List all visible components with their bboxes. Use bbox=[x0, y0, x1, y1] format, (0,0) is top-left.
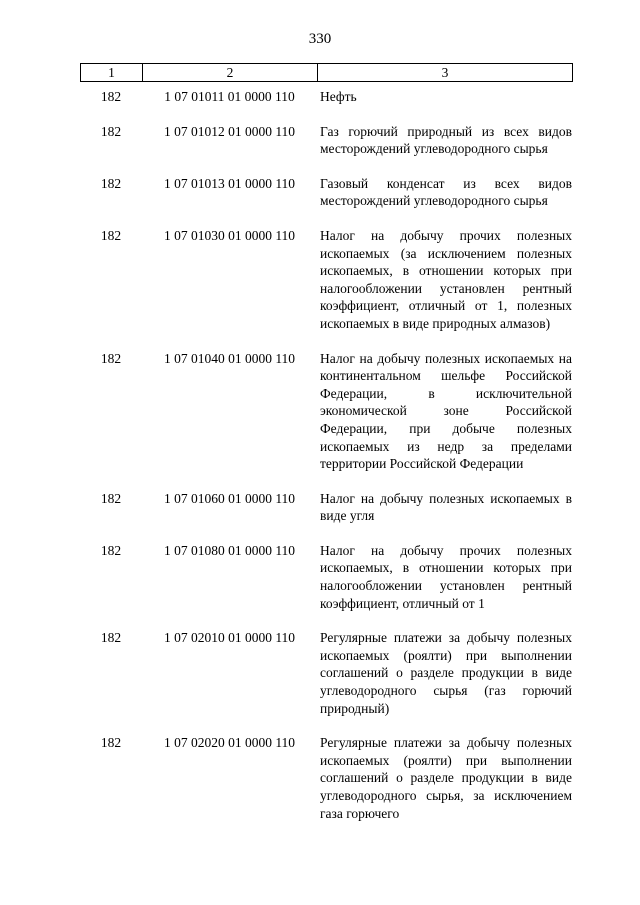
table-row bbox=[80, 88, 572, 106]
admin-code-cell: 182 bbox=[100, 735, 122, 751]
column-header-row bbox=[81, 64, 573, 82]
table-row bbox=[80, 175, 572, 210]
column-header-2: 2 bbox=[143, 64, 318, 82]
table-row bbox=[80, 227, 572, 333]
classification-table-body bbox=[80, 88, 572, 839]
table-row bbox=[80, 734, 572, 822]
admin-code-cell: 182 bbox=[100, 542, 122, 558]
revenue-name-cell: Регулярные платежи за добычу полезных ископаемых (роялти) при выполнении соглашений о разделе продукции в виде углеводородного сырья, за исключением газа горючего bbox=[320, 735, 572, 821]
revenue-name-cell: Газовый конденсат из всех видов месторождений углеводородного сырья bbox=[320, 175, 572, 209]
revenue-name-cell: Налог на добычу полезных ископаемых в виде угля bbox=[320, 490, 572, 524]
admin-code-cell: 182 bbox=[100, 89, 122, 104]
column-header-3: 3 bbox=[318, 64, 573, 82]
budget-code-cell: 1 07 01013 01 0000 110 bbox=[163, 175, 296, 191]
table-row bbox=[80, 629, 572, 717]
budget-code-cell: 1 07 02010 01 0000 110 bbox=[163, 630, 296, 646]
revenue-name-cell: Нефть bbox=[320, 89, 357, 104]
page-number: 330 bbox=[308, 31, 332, 47]
table-row bbox=[80, 123, 572, 158]
table-row bbox=[80, 350, 572, 473]
admin-code-cell: 182 bbox=[100, 490, 122, 506]
budget-code-cell: 1 07 02020 01 0000 110 bbox=[163, 735, 296, 751]
admin-code-cell: 182 bbox=[100, 227, 122, 243]
admin-code-cell: 182 bbox=[100, 175, 122, 191]
revenue-name-cell: Налог на добычу прочих полезных ископаемых, в отношении которых при налогообложении установлен рентный коэффициент, отличный от 1 bbox=[320, 542, 572, 611]
budget-code-cell: 1 07 01030 01 0000 110 bbox=[163, 227, 296, 243]
column-header-table bbox=[80, 63, 573, 82]
admin-code-cell: 182 bbox=[100, 350, 122, 366]
admin-code-cell: 182 bbox=[100, 630, 122, 646]
table-row bbox=[80, 490, 572, 525]
table-row bbox=[80, 542, 572, 612]
revenue-name-cell: Регулярные платежи за добычу полезных ископаемых (роялти) при выполнении соглашений о разделе продукции в виде углеводородного сырья (газ горючий природный) bbox=[320, 630, 572, 716]
budget-code-cell: 1 07 01012 01 0000 110 bbox=[163, 123, 296, 139]
revenue-name-cell: Газ горючий природный из всех видов месторождений углеводородного сырья bbox=[320, 123, 572, 157]
budget-code-cell: 1 07 01060 01 0000 110 bbox=[163, 490, 296, 506]
budget-code-cell: 1 07 01011 01 0000 110 bbox=[164, 89, 295, 104]
revenue-name-cell: Налог на добычу полезных ископаемых на континентальном шельфе Российской Федерации, в исключительной экономической зоне Российской Федерации, при добыче полезных ископаемых из недр за пределами территории Российской Федерации bbox=[320, 350, 572, 472]
revenue-name-cell: Налог на добычу прочих полезных ископаемых (за исключением полезных ископаемых, в отношении которых при налогообложении установлен рентный коэффициент, отличный от 1, полезных ископаемых в виде природных алмазов) bbox=[320, 227, 572, 331]
budget-code-cell: 1 07 01080 01 0000 110 bbox=[163, 542, 296, 558]
column-header-1: 1 bbox=[81, 64, 143, 82]
budget-code-cell: 1 07 01040 01 0000 110 bbox=[163, 350, 296, 366]
admin-code-cell: 182 bbox=[100, 123, 122, 139]
